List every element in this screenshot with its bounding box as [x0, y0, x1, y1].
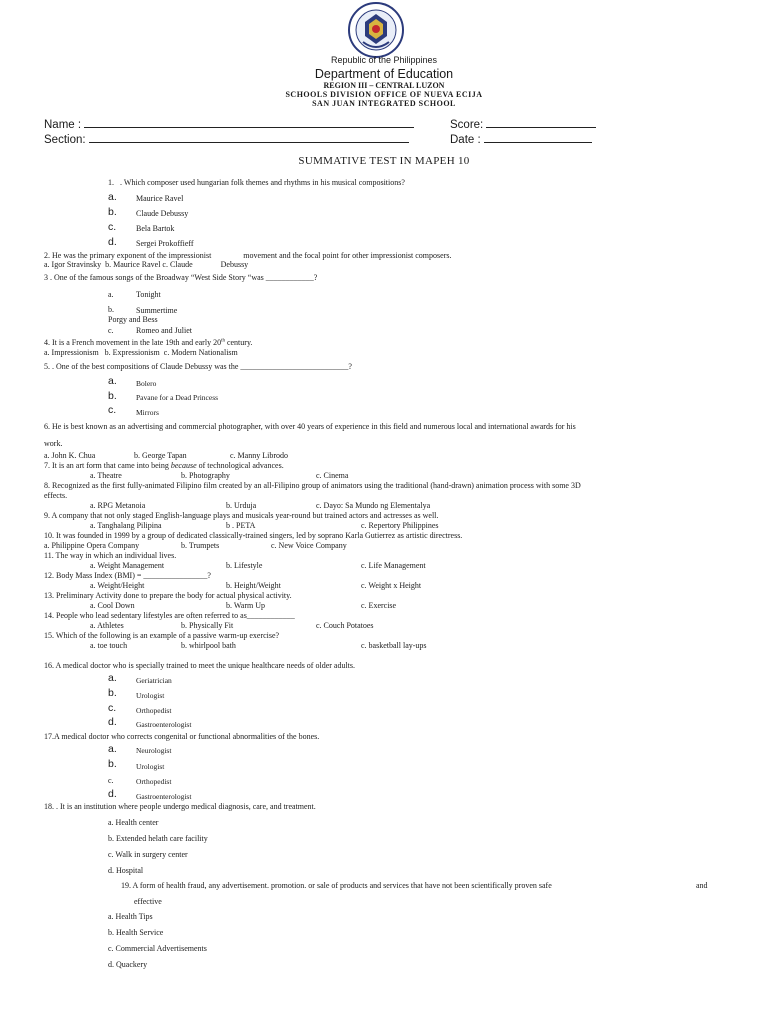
date-field[interactable]: [450, 133, 592, 146]
q7-emphasis: because: [170, 461, 197, 470]
q17-opt-a-letter: a.: [108, 743, 117, 755]
q7-text-2: of technological advances.: [196, 461, 284, 470]
question-19-and: and: [696, 881, 708, 890]
q1-opt-c-letter: c.: [108, 221, 117, 233]
q3-opt-a-letter: a.: [108, 290, 114, 299]
question-1: [108, 178, 405, 187]
q11-opt-a[interactable]: a. Weight Management: [90, 561, 165, 570]
q7-text: 7. It is an art form that came into being: [44, 461, 171, 470]
section-label: Section:: [44, 134, 86, 146]
country-line: Republic of the Philippines: [330, 55, 438, 65]
q14-opt-a[interactable]: a. Athletes: [90, 621, 124, 630]
q17-opt-a[interactable]: Neurologist: [136, 746, 172, 755]
question-10: 10. It was founded in 1999 by a group of dedicated classically-trained singers, led by soprano Karla Gutierrez as artistic directress.: [44, 531, 463, 540]
q16-opt-c-letter: c.: [108, 702, 117, 714]
question-6: 6. He is best known as an advertising and commercial photographer, with over 40 years of experience in this field and numerous local and international awards for his: [44, 422, 576, 431]
question-13: 13. Preliminary Activity done to prepare the body for actual physical activity.: [44, 591, 292, 600]
q16-opt-b-letter: b.: [108, 687, 117, 699]
q18-opt-b[interactable]: b. Extended helath care facility: [108, 834, 208, 843]
q8-opt-c[interactable]: c. Dayo: Sa Mundo ng Elementalya: [316, 501, 431, 510]
division-line: SCHOOLS DIVISION OFFICE OF NUEVA ECIJA: [285, 90, 483, 99]
q18-opt-c[interactable]: c. Walk in surgery center: [108, 850, 188, 859]
section-field[interactable]: [44, 133, 409, 146]
q3-opt-c[interactable]: Romeo and Juliet: [136, 326, 192, 335]
q19-opt-b[interactable]: b. Health Service: [108, 928, 164, 937]
question-8: 8. Recognized as the first fully-animated Filipino film created by an all-Filipino group of animators using the traditional (hand-drawn) animation process with some 3D: [44, 481, 581, 490]
q13-opt-c[interactable]: c. Exercise: [361, 601, 397, 610]
q9-opt-c[interactable]: c. Repertory Philippines: [361, 521, 439, 530]
q7-opt-c[interactable]: c. Cinema: [316, 471, 349, 480]
q16-opt-b[interactable]: Urologist: [136, 691, 165, 700]
question-15: 15. Which of the following is an example of a passive warm-up exercise?: [44, 631, 280, 640]
q8-opt-a[interactable]: a. RPG Metanoia: [90, 501, 146, 510]
q9-opt-a[interactable]: a. Tanghalang Pilipina: [90, 521, 162, 530]
question-11: 11. The way in which an individual lives.: [44, 551, 177, 560]
q16-opt-d-letter: d.: [108, 716, 117, 728]
q13-opt-a[interactable]: a. Cool Down: [90, 601, 135, 610]
q19-opt-a[interactable]: a. Health Tips: [108, 912, 153, 921]
q7-opt-b[interactable]: b. Photography: [181, 471, 230, 480]
q17-opt-c-letter: c.: [108, 776, 114, 785]
question-18: 18. . It is an institution where people undergo medical diagnosis, care, and treatment.: [44, 802, 316, 811]
q1-opt-c[interactable]: Bela Bartok: [136, 224, 175, 233]
question-14: 14. People who lead sedentary lifestyles are often referred to as____________: [44, 611, 295, 620]
question-5: 5. . One of the best compositions of Claude Debussy was the ___________________________?: [44, 362, 352, 371]
q16-opt-a-letter: a.: [108, 672, 117, 684]
date-label: Date :: [450, 134, 481, 146]
q1-opt-a[interactable]: Maurice Ravel: [136, 194, 184, 203]
question-7: [44, 461, 284, 470]
q3-opt-b[interactable]: Summertime: [136, 306, 178, 315]
q11-opt-c[interactable]: c. Life Management: [361, 561, 426, 570]
q12-opt-b[interactable]: b. Height/Weight: [226, 581, 281, 590]
department-title: Department of Education: [314, 67, 454, 81]
q6-opt-b[interactable]: b. George Tapan: [134, 451, 187, 460]
q2-options[interactable]: a. Igor Stravinsky b. Maurice Ravel c. Claude Debussy: [44, 260, 249, 269]
question-8-cont: effects.: [44, 491, 68, 500]
q15-opt-c[interactable]: c. basketball lay-ups: [361, 641, 427, 650]
deped-seal: [343, 2, 409, 58]
q1-text: . Which composer used hungarian folk themes and rhythms in his musical compositions?: [120, 178, 405, 187]
q3-opt-a[interactable]: Tonight: [136, 290, 161, 299]
q1-opt-d[interactable]: Sergei Prokoffieff: [136, 239, 194, 248]
name-field[interactable]: [44, 118, 414, 131]
q3-opt-b-cont[interactable]: Porgy and Bess: [108, 315, 158, 324]
date-blank[interactable]: [484, 133, 592, 143]
q12-opt-a[interactable]: a. Weight/Height: [90, 581, 145, 590]
q19-opt-d[interactable]: d. Quackery: [108, 960, 148, 969]
q10-opt-c[interactable]: c. New Voice Company: [271, 541, 347, 550]
q6-opt-a[interactable]: a. John K. Chua: [44, 451, 96, 460]
q5-opt-a-letter: a.: [108, 375, 117, 387]
name-blank[interactable]: [84, 118, 414, 128]
q14-opt-c[interactable]: c. Couch Potatoes: [316, 621, 374, 630]
section-blank[interactable]: [89, 133, 409, 143]
q4-text-2: century.: [224, 338, 253, 347]
q12-opt-c[interactable]: c. Weight x Height: [361, 581, 422, 590]
q10-opt-a[interactable]: a. Philippine Opera Company: [44, 541, 140, 550]
q16-opt-a[interactable]: Geriatrician: [136, 676, 172, 685]
q1-number: 1.: [108, 178, 114, 187]
name-label: Name :: [44, 119, 82, 131]
q10-opt-b[interactable]: b. Trumpets: [181, 541, 220, 550]
score-blank[interactable]: [486, 118, 596, 128]
q8-opt-b[interactable]: b. Urduja: [226, 501, 257, 510]
question-4: [44, 338, 252, 347]
q5-opt-b[interactable]: Pavane for a Dead Princess: [136, 393, 219, 402]
score-field[interactable]: [450, 118, 596, 131]
q6-opt-c[interactable]: c. Manny Librodo: [230, 451, 288, 460]
question-19: 19. A form of health fraud, any advertisement. promotion. or sale of products and services that have not been scientifically proven safe: [121, 881, 552, 890]
q17-opt-b-letter: b.: [108, 758, 117, 770]
q17-opt-b[interactable]: Urologist: [136, 762, 165, 771]
question-12: 12. Body Mass Index (BMI) = ________________?: [44, 571, 211, 580]
q13-opt-b[interactable]: b. Warm Up: [226, 601, 265, 610]
question-16: 16. A medical doctor who is specially trained to meet the unique healthcare needs of older adults.: [44, 661, 356, 670]
q9-opt-b[interactable]: b . PETA: [226, 521, 256, 530]
q16-opt-c[interactable]: Orthopedist: [136, 706, 172, 715]
q15-opt-b[interactable]: b. whirlpool bath: [181, 641, 236, 650]
q1-opt-d-letter: d.: [108, 236, 117, 248]
q5-opt-c[interactable]: Mirrors: [136, 408, 159, 417]
region-line: REGION III – CENTRAL LUZON: [323, 81, 445, 90]
q1-opt-a-letter: a.: [108, 191, 117, 203]
q18-opt-a[interactable]: a. Health center: [108, 818, 159, 827]
q11-opt-b[interactable]: b. Lifestyle: [226, 561, 263, 570]
q5-opt-c-letter: c.: [108, 404, 117, 416]
score-label: Score:: [450, 119, 484, 131]
q17-opt-c[interactable]: Orthopedist: [136, 777, 172, 786]
question-3: 3 . One of the famous songs of the Broadway “West Side Story “was ____________?: [44, 273, 318, 282]
test-title: SUMMATIVE TEST IN MAPEH 10: [298, 155, 470, 167]
q4-sup: th: [221, 338, 225, 344]
question-6-cont: work.: [44, 439, 63, 448]
question-19-cont: effective: [134, 897, 162, 906]
school-line: SAN JUAN INTEGRATED SCHOOL: [312, 99, 456, 108]
q17-opt-d-letter: d.: [108, 788, 117, 800]
q5-opt-a[interactable]: Bolero: [136, 379, 157, 388]
q7-opt-a[interactable]: a. Theatre: [90, 471, 122, 480]
q3-opt-c-letter: c.: [108, 326, 114, 335]
q3-opt-b-letter: b.: [108, 305, 114, 314]
q1-opt-b-letter: b.: [108, 206, 117, 218]
question-17: 17.A medical doctor who corrects congenital or functional abnormalities of the bones.: [44, 732, 320, 741]
q18-opt-d[interactable]: d. Hospital: [108, 866, 144, 875]
q14-opt-b[interactable]: b. Physically Fit: [181, 621, 234, 630]
question-9: 9. A company that not only staged English-language plays and musicals year-round but trained actors and actresses as well.: [44, 511, 439, 520]
q16-opt-d[interactable]: Gastroenterologist: [136, 720, 192, 729]
q17-opt-d[interactable]: Gastroenterologist: [136, 792, 192, 801]
q1-opt-b[interactable]: Claude Debussy: [136, 209, 189, 218]
q15-opt-a[interactable]: a. toe touch: [90, 641, 128, 650]
q5-opt-b-letter: b.: [108, 390, 117, 402]
q4-text: 4. It is a French movement in the late 19th and early 20: [44, 338, 222, 347]
question-2: 2. He was the primary exponent of the impressionist movement and the focal point for other impressionist composers.: [44, 251, 452, 260]
q4-options[interactable]: a. Impressionism b. Expressionism c. Modern Nationalism: [44, 348, 238, 357]
q19-opt-c[interactable]: c. Commercial Advertisements: [108, 944, 207, 953]
